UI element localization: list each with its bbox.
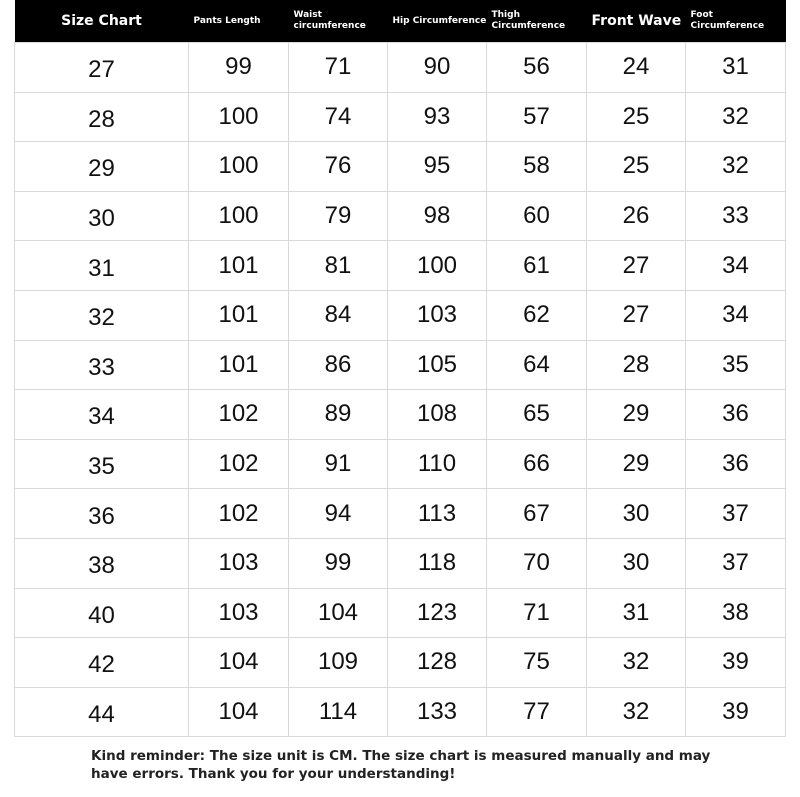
measurement-cell: 101 bbox=[189, 241, 289, 291]
column-header: Thigh Circumference bbox=[487, 0, 587, 43]
measurement-cell: 90 bbox=[388, 43, 487, 93]
measurement-cell: 58 bbox=[487, 142, 587, 192]
measurement-cell: 26 bbox=[587, 191, 686, 241]
table-row bbox=[15, 439, 786, 489]
size-cell: 29 bbox=[15, 142, 189, 192]
column-header: Front Wave bbox=[587, 0, 686, 43]
measurement-cell: 28 bbox=[587, 340, 686, 390]
measurement-cell: 109 bbox=[289, 638, 388, 688]
table-row bbox=[15, 390, 786, 440]
measurement-cell: 64 bbox=[487, 340, 587, 390]
measurement-cell: 102 bbox=[189, 390, 289, 440]
table-row bbox=[15, 241, 786, 291]
size-cell: 30 bbox=[15, 191, 189, 241]
measurement-cell: 93 bbox=[388, 92, 487, 142]
size-cell: 42 bbox=[15, 638, 189, 688]
measurement-cell: 128 bbox=[388, 638, 487, 688]
measurement-cell: 32 bbox=[686, 92, 786, 142]
measurement-cell: 98 bbox=[388, 191, 487, 241]
measurement-cell: 31 bbox=[686, 43, 786, 93]
measurement-cell: 95 bbox=[388, 142, 487, 192]
table-row bbox=[15, 340, 786, 390]
measurement-cell: 108 bbox=[388, 390, 487, 440]
measurement-cell: 76 bbox=[289, 142, 388, 192]
measurement-cell: 71 bbox=[487, 588, 587, 638]
measurement-cell: 37 bbox=[686, 489, 786, 539]
measurement-cell: 57 bbox=[487, 92, 587, 142]
table-row bbox=[15, 687, 786, 737]
table-body bbox=[15, 43, 786, 737]
measurement-cell: 103 bbox=[189, 538, 289, 588]
table-row bbox=[15, 638, 786, 688]
measurement-cell: 100 bbox=[189, 92, 289, 142]
column-header: Pants Length bbox=[189, 0, 289, 43]
measurement-cell: 39 bbox=[686, 638, 786, 688]
measurement-cell: 94 bbox=[289, 489, 388, 539]
measurement-cell: 133 bbox=[388, 687, 487, 737]
size-cell: 27 bbox=[15, 43, 189, 93]
measurement-cell: 81 bbox=[289, 241, 388, 291]
measurement-cell: 25 bbox=[587, 142, 686, 192]
measurement-cell: 65 bbox=[487, 390, 587, 440]
measurement-cell: 110 bbox=[388, 439, 487, 489]
measurement-cell: 104 bbox=[189, 687, 289, 737]
header-row bbox=[15, 0, 786, 43]
table-row bbox=[15, 191, 786, 241]
table-row bbox=[15, 588, 786, 638]
column-header: Waist circumference bbox=[289, 0, 388, 43]
table-row bbox=[15, 489, 786, 539]
measurement-cell: 99 bbox=[189, 43, 289, 93]
measurement-cell: 62 bbox=[487, 290, 587, 340]
measurement-cell: 71 bbox=[289, 43, 388, 93]
measurement-cell: 101 bbox=[189, 290, 289, 340]
measurement-cell: 27 bbox=[587, 241, 686, 291]
measurement-cell: 123 bbox=[388, 588, 487, 638]
measurement-cell: 91 bbox=[289, 439, 388, 489]
measurement-cell: 89 bbox=[289, 390, 388, 440]
measurement-cell: 75 bbox=[487, 638, 587, 688]
measurement-cell: 105 bbox=[388, 340, 487, 390]
measurement-cell: 67 bbox=[487, 489, 587, 539]
size-cell: 36 bbox=[15, 489, 189, 539]
measurement-cell: 25 bbox=[587, 92, 686, 142]
size-cell: 32 bbox=[15, 290, 189, 340]
size-reminder-note: Kind reminder: The size unit is CM. The size chart is measured manually and may have errors. Thank you for your understanding! bbox=[91, 748, 711, 782]
measurement-cell: 36 bbox=[686, 390, 786, 440]
measurement-cell: 33 bbox=[686, 191, 786, 241]
measurement-cell: 70 bbox=[487, 538, 587, 588]
size-cell: 33 bbox=[15, 340, 189, 390]
table-row bbox=[15, 92, 786, 142]
measurement-cell: 118 bbox=[388, 538, 487, 588]
size-cell: 40 bbox=[15, 588, 189, 638]
measurement-cell: 34 bbox=[686, 241, 786, 291]
measurement-cell: 34 bbox=[686, 290, 786, 340]
size-cell: 31 bbox=[15, 241, 189, 291]
measurement-cell: 66 bbox=[487, 439, 587, 489]
size-cell: 28 bbox=[15, 92, 189, 142]
measurement-cell: 29 bbox=[587, 390, 686, 440]
measurement-cell: 32 bbox=[587, 687, 686, 737]
column-header: Size Chart bbox=[15, 0, 189, 43]
table-row bbox=[15, 43, 786, 93]
size-cell: 38 bbox=[15, 538, 189, 588]
measurement-cell: 32 bbox=[587, 638, 686, 688]
table-row bbox=[15, 142, 786, 192]
measurement-cell: 99 bbox=[289, 538, 388, 588]
measurement-cell: 39 bbox=[686, 687, 786, 737]
measurement-cell: 101 bbox=[189, 340, 289, 390]
measurement-cell: 61 bbox=[487, 241, 587, 291]
measurement-cell: 35 bbox=[686, 340, 786, 390]
table-row bbox=[15, 290, 786, 340]
measurement-cell: 74 bbox=[289, 92, 388, 142]
measurement-cell: 100 bbox=[189, 191, 289, 241]
measurement-cell: 113 bbox=[388, 489, 487, 539]
measurement-cell: 104 bbox=[189, 638, 289, 688]
measurement-cell: 29 bbox=[587, 439, 686, 489]
measurement-cell: 37 bbox=[686, 538, 786, 588]
measurement-cell: 30 bbox=[587, 538, 686, 588]
measurement-cell: 60 bbox=[487, 191, 587, 241]
size-chart-table bbox=[14, 0, 786, 737]
measurement-cell: 104 bbox=[289, 588, 388, 638]
measurement-cell: 86 bbox=[289, 340, 388, 390]
measurement-cell: 38 bbox=[686, 588, 786, 638]
measurement-cell: 79 bbox=[289, 191, 388, 241]
measurement-cell: 77 bbox=[487, 687, 587, 737]
size-cell: 44 bbox=[15, 687, 189, 737]
measurement-cell: 102 bbox=[189, 489, 289, 539]
measurement-cell: 102 bbox=[189, 439, 289, 489]
measurement-cell: 36 bbox=[686, 439, 786, 489]
measurement-cell: 103 bbox=[388, 290, 487, 340]
column-header: Hip Circumference bbox=[388, 0, 487, 43]
measurement-cell: 84 bbox=[289, 290, 388, 340]
measurement-cell: 31 bbox=[587, 588, 686, 638]
measurement-cell: 103 bbox=[189, 588, 289, 638]
table-row bbox=[15, 538, 786, 588]
measurement-cell: 24 bbox=[587, 43, 686, 93]
measurement-cell: 100 bbox=[189, 142, 289, 192]
measurement-cell: 114 bbox=[289, 687, 388, 737]
size-cell: 35 bbox=[15, 439, 189, 489]
measurement-cell: 27 bbox=[587, 290, 686, 340]
size-cell: 34 bbox=[15, 390, 189, 440]
measurement-cell: 100 bbox=[388, 241, 487, 291]
measurement-cell: 56 bbox=[487, 43, 587, 93]
column-header: Foot Circumference bbox=[686, 0, 786, 43]
measurement-cell: 30 bbox=[587, 489, 686, 539]
measurement-cell: 32 bbox=[686, 142, 786, 192]
